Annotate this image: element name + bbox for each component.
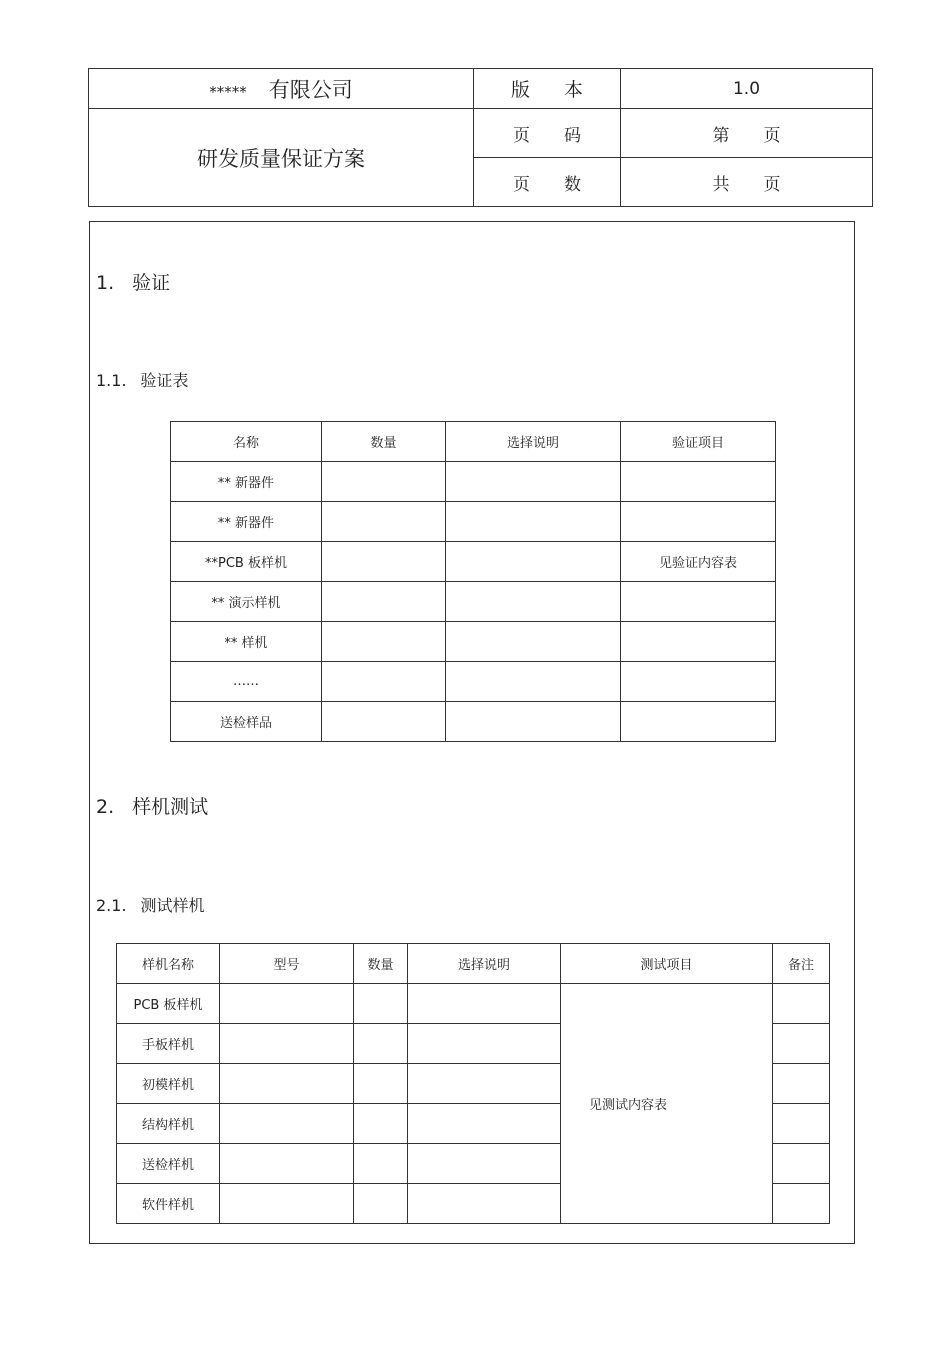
table-cell bbox=[408, 1144, 561, 1184]
table-cell bbox=[408, 1104, 561, 1144]
table-cell bbox=[446, 502, 621, 542]
column-header: 备注 bbox=[773, 944, 830, 984]
column-header: 选择说明 bbox=[408, 944, 561, 984]
table-cell bbox=[322, 702, 446, 742]
table-cell bbox=[220, 1144, 354, 1184]
pages-label: 页数 bbox=[474, 158, 621, 207]
table-cell bbox=[354, 1024, 408, 1064]
table-row bbox=[171, 462, 776, 502]
table-cell bbox=[354, 1184, 408, 1224]
table-cell bbox=[621, 502, 776, 542]
table-row bbox=[171, 702, 776, 742]
column-header: 验证项目 bbox=[621, 422, 776, 462]
column-header: 选择说明 bbox=[446, 422, 621, 462]
table-cell bbox=[354, 1064, 408, 1104]
verification-table bbox=[170, 421, 776, 742]
section-2-heading bbox=[96, 792, 208, 819]
table-cell: ** 演示样机 bbox=[171, 582, 322, 622]
table-cell bbox=[220, 1064, 354, 1104]
document-header bbox=[88, 68, 873, 207]
table-cell bbox=[354, 984, 408, 1024]
company-cell bbox=[89, 69, 474, 109]
company-stars: ***** bbox=[209, 82, 247, 101]
page-value: 第页 bbox=[621, 109, 873, 158]
section-2-1-title: 测试样机 bbox=[140, 896, 205, 915]
table-cell: …… bbox=[171, 662, 322, 702]
table-cell bbox=[621, 622, 776, 662]
table-cell bbox=[408, 1064, 561, 1104]
table-cell bbox=[408, 1184, 561, 1224]
company-name: 有限公司 bbox=[268, 77, 353, 102]
table-cell bbox=[621, 462, 776, 502]
section-1-1-heading bbox=[96, 368, 189, 391]
version-value: 1.0 bbox=[621, 69, 873, 109]
table-cell: 软件样机 bbox=[117, 1184, 220, 1224]
table-row bbox=[171, 542, 776, 582]
table-cell bbox=[220, 1184, 354, 1224]
table-cell bbox=[446, 582, 621, 622]
table-cell bbox=[773, 1104, 830, 1144]
pages-value: 共页 bbox=[621, 158, 873, 207]
table-cell: 送检样品 bbox=[171, 702, 322, 742]
test-sample-table bbox=[116, 943, 830, 1224]
column-header: 样机名称 bbox=[117, 944, 220, 984]
table-cell bbox=[322, 622, 446, 662]
table-cell bbox=[322, 582, 446, 622]
section-1-1-title: 验证表 bbox=[140, 371, 189, 390]
table-row bbox=[171, 582, 776, 622]
section-1-1-number: 1.1. bbox=[96, 371, 127, 390]
table-cell bbox=[446, 542, 621, 582]
table-cell bbox=[773, 1064, 830, 1104]
table-cell bbox=[408, 984, 561, 1024]
table-cell bbox=[322, 502, 446, 542]
table-cell: 见验证内容表 bbox=[621, 542, 776, 582]
section-2-1-number: 2.1. bbox=[96, 896, 127, 915]
table-cell bbox=[621, 662, 776, 702]
table-cell bbox=[354, 1104, 408, 1144]
table-cell bbox=[220, 984, 354, 1024]
table-cell bbox=[354, 1144, 408, 1184]
section-1-title: 验证 bbox=[132, 272, 171, 294]
merged-test-item-cell: 见测试内容表 bbox=[561, 984, 773, 1224]
table-row bbox=[171, 662, 776, 702]
table-cell bbox=[220, 1024, 354, 1064]
section-2-number: 2. bbox=[96, 796, 115, 818]
table-cell bbox=[773, 1184, 830, 1224]
section-1-heading bbox=[96, 268, 170, 295]
section-2-1-heading bbox=[96, 893, 205, 916]
table-cell: PCB 板样机 bbox=[117, 984, 220, 1024]
table-cell bbox=[322, 462, 446, 502]
section-2-title: 样机测试 bbox=[132, 796, 209, 818]
table-cell: ** 样机 bbox=[171, 622, 322, 662]
table-cell bbox=[322, 542, 446, 582]
table-cell bbox=[773, 984, 830, 1024]
table-cell: 初模样机 bbox=[117, 1064, 220, 1104]
table-cell bbox=[621, 702, 776, 742]
table-cell bbox=[408, 1024, 561, 1064]
table-cell bbox=[446, 702, 621, 742]
table-cell bbox=[322, 662, 446, 702]
column-header: 数量 bbox=[322, 422, 446, 462]
table-cell bbox=[446, 462, 621, 502]
table-row bbox=[117, 984, 830, 1024]
table-cell bbox=[446, 662, 621, 702]
table-cell: 送检样机 bbox=[117, 1144, 220, 1184]
table-cell bbox=[773, 1024, 830, 1064]
version-label: 版本 bbox=[474, 69, 621, 109]
table-cell bbox=[446, 622, 621, 662]
table-header-row bbox=[117, 944, 830, 984]
table-cell: 结构样机 bbox=[117, 1104, 220, 1144]
table-cell bbox=[773, 1144, 830, 1184]
column-header: 测试项目 bbox=[561, 944, 773, 984]
table-cell bbox=[621, 582, 776, 622]
document-title: 研发质量保证方案 bbox=[89, 109, 474, 207]
table-row bbox=[171, 622, 776, 662]
section-1-number: 1. bbox=[96, 272, 115, 294]
table-row bbox=[171, 502, 776, 542]
table-cell: **PCB 板样机 bbox=[171, 542, 322, 582]
table-cell: ** 新器件 bbox=[171, 502, 322, 542]
column-header: 名称 bbox=[171, 422, 322, 462]
page-label: 页码 bbox=[474, 109, 621, 158]
column-header: 型号 bbox=[220, 944, 354, 984]
table-cell: 手板样机 bbox=[117, 1024, 220, 1064]
column-header: 数量 bbox=[354, 944, 408, 984]
table-cell bbox=[220, 1104, 354, 1144]
table-header-row bbox=[171, 422, 776, 462]
table-cell: ** 新器件 bbox=[171, 462, 322, 502]
